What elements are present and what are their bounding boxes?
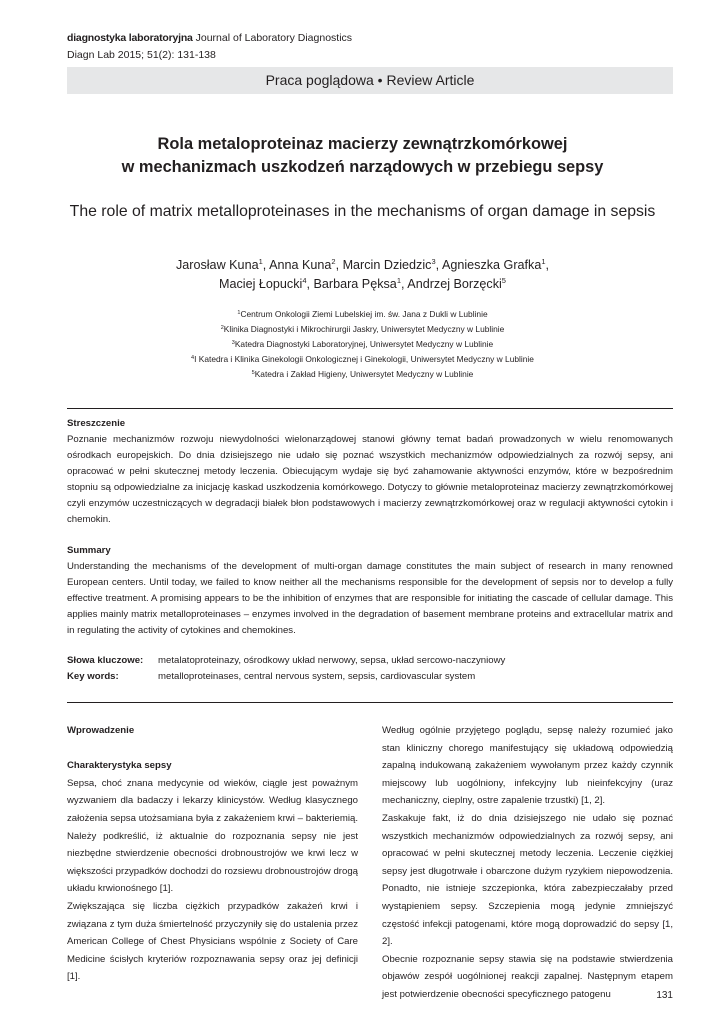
- affiliation-list: [40, 307, 685, 382]
- affiliation-number: 4: [191, 355, 195, 362]
- author-name: Andrzej Borzęcki: [407, 276, 502, 291]
- abstract-english: [67, 543, 673, 639]
- author-affiliation-mark: 4: [302, 275, 307, 285]
- author-affiliation-mark: 1: [396, 275, 401, 285]
- author-affiliation-mark: 5: [501, 275, 506, 285]
- body-paragraph: Zwiększająca się liczba ciężkich przypadków zakażeń krwi i związana z tym duża śmiertelność przyczyniły się do ustalenia przez American College of Chest Physicians wspólnie z Society of Care Medicine ścisłych kryteriów rozpoznawania sepsy oraz jej definicji [1].: [67, 900, 358, 983]
- keywords-english-label: Key words:: [67, 671, 119, 682]
- title-polish-line: Rola metaloproteinaz macierzy zewnątrzkomórkowej: [157, 135, 568, 153]
- body-paragraph: Obecnie rozpoznanie sepsy stawia się na podstawie stwierdzenia objawów zespół uogólnionej reakcji zapalnej. Następnym etapem jest potwierdzenie obecności specyficznego patogenu: [382, 953, 673, 1000]
- body-paragraph: Sepsa, choć znana medycynie od wieków, ciągle jest poważnym wyzwaniem dla badaczy i lekarzy klinicystów. Według klasycznego założenia sepsa utożsamiana była z zakażeniem krwi – bakteriemią. Należy podkreślić, iż aktualnie do rozpoznania sepsy nie jest niezbędne stwierdzenie obecności drobnoustrojów we krwi lecz w większości przypadków dochodzi do rozsiewu drobnoustrojów drogą układu krwionośnego [1].: [67, 777, 358, 895]
- spacer: [67, 740, 358, 758]
- author-list: [40, 256, 685, 293]
- title-polish: [40, 133, 685, 179]
- page-number: 131: [656, 990, 673, 1001]
- affiliation-number: 3: [231, 340, 235, 347]
- section-heading: Charakterystyka sepsy: [67, 760, 172, 772]
- author-affiliation-mark: 1: [258, 257, 263, 266]
- keywords-block: [67, 653, 673, 685]
- author-name: Marcin Dziedzic: [342, 258, 432, 272]
- author-name: Agnieszka Grafka: [441, 258, 542, 272]
- keywords-polish-label: Słowa kluczowe:: [67, 655, 144, 666]
- affiliation-number: 1: [237, 310, 241, 316]
- abstract-top-rule: [67, 408, 673, 409]
- body-paragraph: Zaskakuje fakt, iż do dnia dzisiejszego nie udało się poznać wszystkich mechanizmów odpowiedzialnych za rozwój sepsy, ani opracować w pełni skutecznej metody leczenia. Leczenie ciężkiej sepsy jest długotrwałe i obarczone dużym ryzykiem niepowodzenia. Ponadto, nie istnieje szczepionka, która zabezpieczałaby przed wystąpieniem sepsy. Szczepienia mogą jedynie zmniejszyć częstość infekcji patogenami, które mogą doprowadzić do sepsy [1, 2].: [382, 812, 673, 948]
- journal-citation: Diagn Lab 2015; 51(2): 131-138: [67, 49, 216, 61]
- affiliation-text: Centrum Onkologii Ziemi Lubelskiej im. św. Jana z Dukli w Lublinie: [240, 309, 488, 319]
- intro-heading: Wprowadzenie: [67, 725, 135, 736]
- title-english: The role of matrix metalloproteinases in the mechanisms of organ damage in sepsis: [69, 203, 656, 220]
- author-name: Anna Kuna: [269, 258, 332, 272]
- article-type-band: Praca poglądowa • Review Article: [67, 67, 673, 94]
- author-name: Jarosław Kuna: [175, 258, 259, 272]
- body-column-left: [67, 722, 358, 986]
- author-line: Maciej Łopucki$^4$, Barbara Pęksa$^1$, Andrzej Borzęcki$^5$: [219, 275, 506, 291]
- author-affiliation-mark: 3: [431, 257, 436, 266]
- affiliation-text: Katedra i Zakład Higieny, Uniwersytet Medyczny w Lublinie: [254, 369, 474, 380]
- abstract-polish: [67, 416, 673, 528]
- abstract-polish-text: Poznanie mechanizmów rozwoju niewydolności wielonarządowej stanowi główny temat badań prowadzonych w wielu renomowanych ośrodkach europejskich. Do dnia dzisiejszego nie udało się poznać wszystkich mechanizmów odpowiedzialnych za rozwój sepsy, ani opracować w pełni skutecznej metody leczenia. Obiecującym wydaje się być zahamowanie aktywności enzymów, które w bezpośrednim stopniu są odpowiedzialne za inicjację kaskad uszkodzenia komórkowego. Dotyczy to głównie metaloproteinaz macierzy zewnątrzkomórkowej czyli enzymów uczestniczących w degradacji białek błon podstawowych i macierzy zewnątrzkomórkowej oraz w regulacji aktywności cytokin i chemokin.: [67, 434, 673, 525]
- affiliation-item: [40, 322, 685, 337]
- author-name: Barbara Pęksa: [313, 276, 397, 291]
- affiliation-number: 2: [220, 325, 224, 332]
- body-paragraph: Według ogólnie przyjętego poglądu, sepsę należy rozumieć jako stan kliniczny chorego manifestujący się układową odpowiedzią zapalną indukowaną zakażeniem wywołanym przez każdy czynnik miejscowy lub uogólniony, infekcyjny lub nieinfekcyjny (uraz mechaniczny, cieplny, ostre zapalenie trzustki) [1, 2].: [382, 725, 673, 807]
- keywords-polish-text: metalatoproteinazy, ośrodkowy układ nerwowy, sepsa, układ sercowo-naczyniowy: [158, 655, 506, 666]
- abstract-english-text: Understanding the mechanisms of the development of multi-organ damage constitutes the main subject of research in many renowned European centers. Until today, we failed to know neither all the mechanisms responsible for the development of sepsis nor to develop a fully effective treatment. A promising appears to be the inhibition of enzymes that are responsible for initiating the cascade of cellular damage. This applies mainly matrix metalloproteinases – enzymes involved in the degradation of basement membrane proteins and extracellular matrix and in regulating the activity of cytokines and chemokines.: [67, 561, 673, 636]
- abstract-polish-heading: Streszczenie: [67, 418, 126, 429]
- affiliation-text: I Katedra i Klinika Ginekologii Onkologicznej i Ginekologii, Uniwersytet Medyczny w Lublinie: [194, 354, 534, 365]
- keywords-english-text: metalloproteinases, central nervous system, sepsis, cardiovascular system: [158, 671, 476, 682]
- author-affiliation-mark: 1: [541, 257, 546, 266]
- affiliation-text: Klinika Diagnostyki i Mikrochirurgii Jaskry, Uniwersytet Medyczny w Lublinie: [223, 324, 505, 335]
- abstract-bottom-rule: [67, 702, 673, 703]
- author-name: Maciej Łopucki: [219, 276, 303, 291]
- journal-brand: diagnostyka laboratoryjna: [67, 32, 193, 44]
- affiliation-item: [40, 352, 685, 367]
- affiliation-text: Katedra Diagnostyki Laboratoryjnej, Uniwersytet Medyczny w Lublinie: [234, 339, 494, 350]
- author-line: Jarosław Kuna$^1$, Anna Kuna$^2$, Marcin Dziedzic$^3$, Agnieszka Grafka$^1$,: [175, 257, 550, 272]
- affiliation-number: 5: [251, 370, 255, 377]
- affiliation-item: [40, 337, 685, 352]
- author-affiliation-mark: 2: [331, 257, 336, 266]
- journal-name: Journal of Laboratory Diagnostics: [195, 32, 353, 44]
- abstract-english-heading: Summary: [67, 545, 111, 556]
- body-column-right: [382, 722, 673, 1004]
- keywords-polish-row: [67, 653, 673, 669]
- affiliation-item: [40, 367, 685, 382]
- journal-title-line: [67, 30, 352, 47]
- affiliation-item: [40, 307, 685, 322]
- title-polish-line: w mechanizmach uszkodzeń narządowych w przebiegu sepsy: [121, 158, 604, 176]
- keywords-english-row: [67, 669, 673, 685]
- journal-header: [67, 30, 352, 64]
